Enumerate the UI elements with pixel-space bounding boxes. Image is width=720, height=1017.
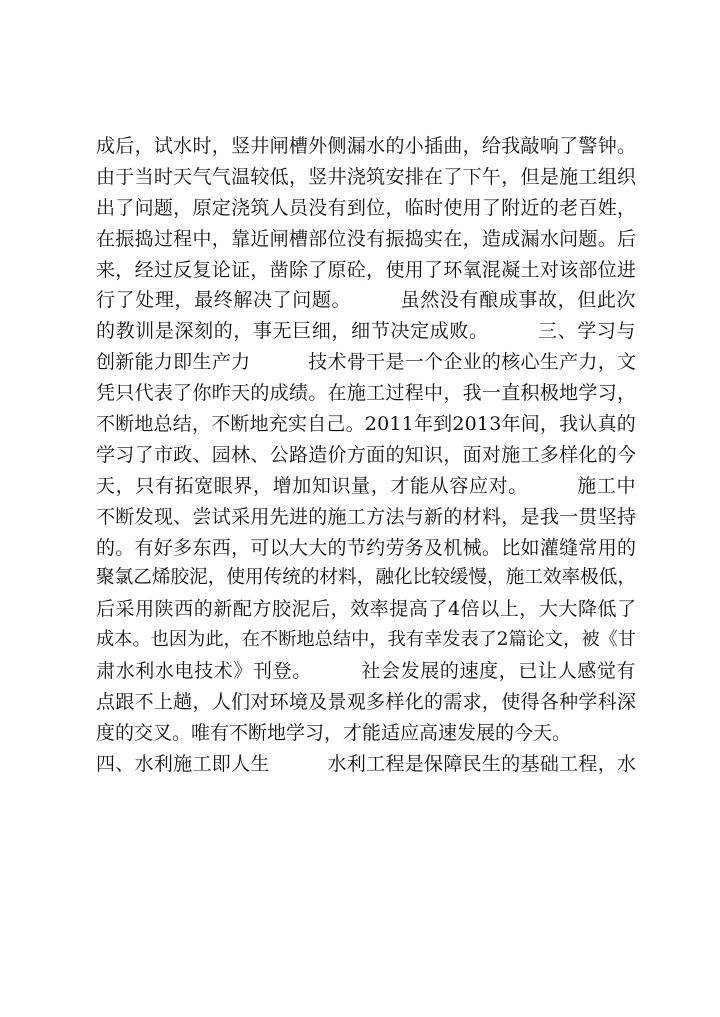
- text-line: 不断地总结，不断地充实自己。2011年到2013年间，我认真的: [96, 413, 636, 436]
- text-line: 来，经过反复论证，凿除了原砼，使用了环氧混凝土对该部位进: [96, 258, 637, 281]
- text-line: 创新能力即生产力 技术骨干是一个企业的核心生产力，文: [96, 351, 637, 374]
- text-line: 天，只有拓宽眼界，增加知识量，才能从容应对。 施工中: [96, 474, 637, 497]
- text-line: 聚氯乙烯胶泥，使用传统的材料，融化比较缓慢，施工效率极低，: [96, 567, 636, 589]
- text-line: 的教训是深刻的，事无巨细，细节决定成败。 三、学习与: [96, 320, 637, 343]
- text-line: 的。有好多东西，可以大大的节约劳务及机械。比如灌缝常用的: [96, 536, 637, 559]
- text-line: 出了问题，原定浇筑人员没有到位，临时使用了附近的老百姓，: [96, 196, 637, 219]
- text-line: 度的交叉。唯有不断地学习，才能适应高速发展的今天。: [96, 721, 572, 744]
- text-line: 成本。也因为此，在不断地总结中，我有幸发表了2篇论文，被《甘: [96, 629, 636, 651]
- text-line: 四、水利施工即人生 水利工程是保障民生的基础工程，水: [96, 752, 637, 775]
- text-line: 肃水利水电技术》刊登。 社会发展的速度，已让人感觉有: [96, 660, 637, 683]
- text-line: 由于当时天气气温较低，竖井浇筑安排在了下午，但是施工组织: [96, 165, 637, 188]
- text-line: 学习了市政、园林、公路造价方面的知识，面对施工多样化的今: [96, 443, 637, 466]
- text-line: 凭只代表了你昨天的成绩。在施工过程中，我一直积极地学习，: [96, 382, 637, 405]
- text-line: 点跟不上趟，人们对环境及景观多样化的需求，使得各种学科深: [96, 691, 637, 714]
- text-line: 不断发现、尝试采用先进的施工方法与新的材料，是我一贯坚持: [96, 505, 637, 528]
- text-line: 成后，试水时，竖井闸槽外侧漏水的小插曲，给我敲响了警钟。: [96, 135, 637, 157]
- text-line: 在振捣过程中，靠近闸槽部位没有振捣实在，造成漏水问题。后: [96, 227, 637, 250]
- body-text: [96, 131, 636, 780]
- text-line: 行了处理，最终解决了问题。 虽然没有酿成事故，但此次: [96, 289, 637, 312]
- text-line: 后采用陕西的新配方胶泥后，效率提高了4倍以上，大大降低了: [96, 598, 637, 621]
